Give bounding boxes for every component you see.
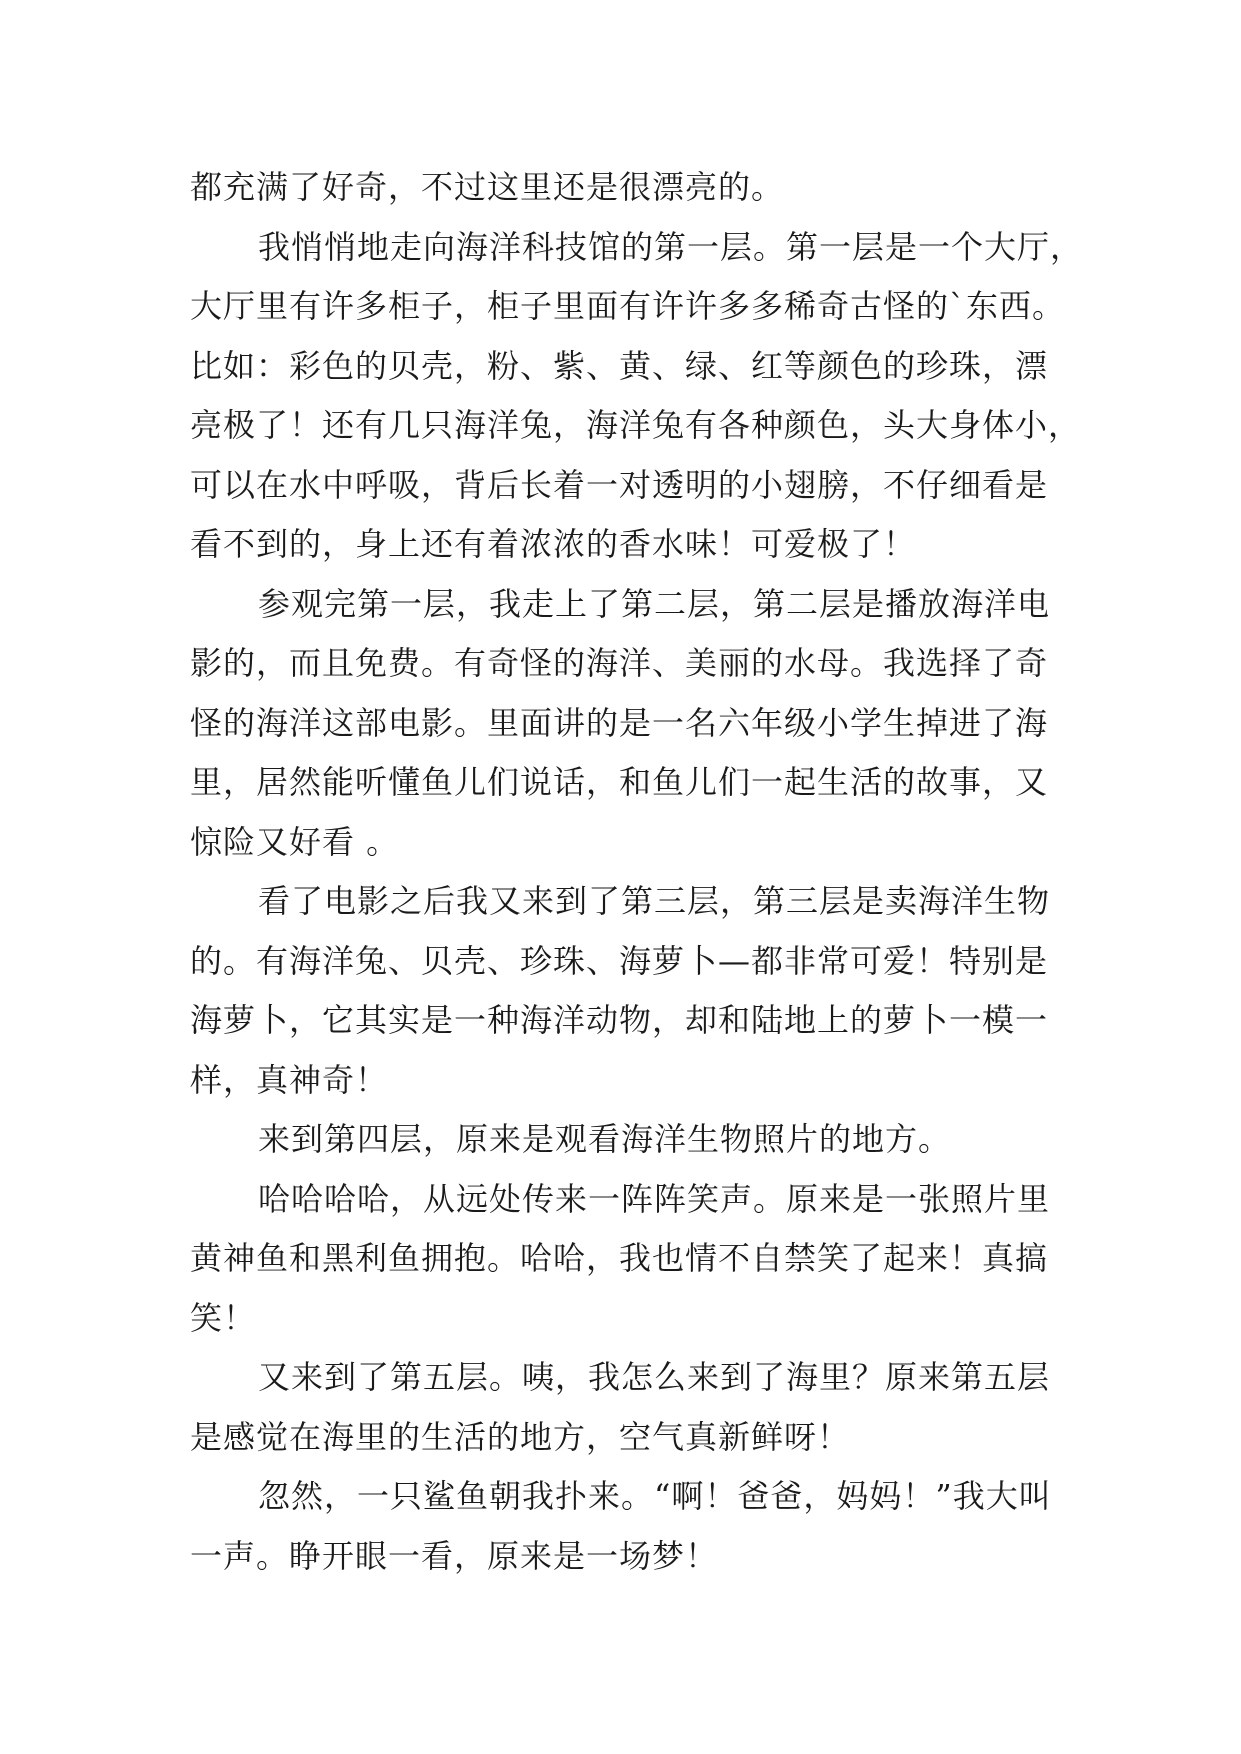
text-line: 可以在水中呼吸，背后长着一对透明的小翅膀，不仔细看是: [190, 465, 1049, 504]
text-line: 来到第四层，原来是观看海洋生物照片的地方。: [258, 1120, 952, 1158]
text-line: 里，居然能听懂鱼儿们说话，和鱼儿们一起生活的故事，又: [190, 763, 1049, 801]
text-line: 都充满了好奇，不过这里还是很漂亮的。: [190, 168, 785, 206]
text-line: 看不到的，身上还有着浓浓的香水味！可爱极了！: [190, 525, 917, 563]
text-line: 样，真神奇！: [190, 1060, 389, 1099]
text-line: 的。有海洋兔、贝壳、珍珠、海萝卜—都非常可爱！特别是: [190, 941, 1049, 980]
text-line: 怪的海洋这部电影。里面讲的是一名六年级小学生掉进了海: [190, 703, 1049, 742]
text-line: 笑！: [190, 1298, 257, 1337]
text-line: 参观完第一层，我走上了第二层，第二层是播放海洋电: [258, 584, 1051, 623]
text-line: 海萝卜，它其实是一种海洋动物，却和陆地上的萝卜一模一: [190, 1001, 1049, 1039]
text-line: 又来到了第五层。咦，我怎么来到了海里？原来第五层: [258, 1358, 1051, 1396]
text-line: 黄神鱼和黑利鱼拥抱。哈哈，我也情不自禁笑了起来！真搞: [190, 1239, 1049, 1277]
text-line: 我悄悄地走向海洋科技馆的第一层。第一层是一个大厅，: [258, 227, 1084, 266]
text-line: 比如：彩色的贝壳，粉、紫、黄、绿、红等颜色的珍珠，漂: [190, 346, 1049, 385]
text-line: 大厅里有许多柜子，柜子里面有许许多多稀奇古怪的`东西。: [190, 287, 1066, 325]
text-line: 看了电影之后我又来到了第三层，第三层是卖海洋生物: [258, 882, 1051, 920]
text-line: 惊险又好看 。: [190, 822, 400, 861]
text-line: 是感觉在海里的生活的地方，空气真新鲜呀！: [190, 1417, 851, 1456]
text-line: 影的，而且免费。有奇怪的海洋、美丽的水母。我选择了奇: [190, 644, 1049, 682]
text-line: 亮极了！还有几只海洋兔，海洋兔有各种颜色，头大身体小，: [190, 406, 1082, 444]
text-line: 忽然，一只鲨鱼朝我扑来。“啊！爸爸，妈妈！”我大叫: [258, 1477, 1052, 1515]
text-line: 哈哈哈哈，从远处传来一阵阵笑声。原来是一张照片里: [258, 1179, 1051, 1218]
text-line: 一声。睁开眼一看，原来是一场梦！: [190, 1536, 719, 1575]
essay-body: [190, 158, 1090, 1586]
